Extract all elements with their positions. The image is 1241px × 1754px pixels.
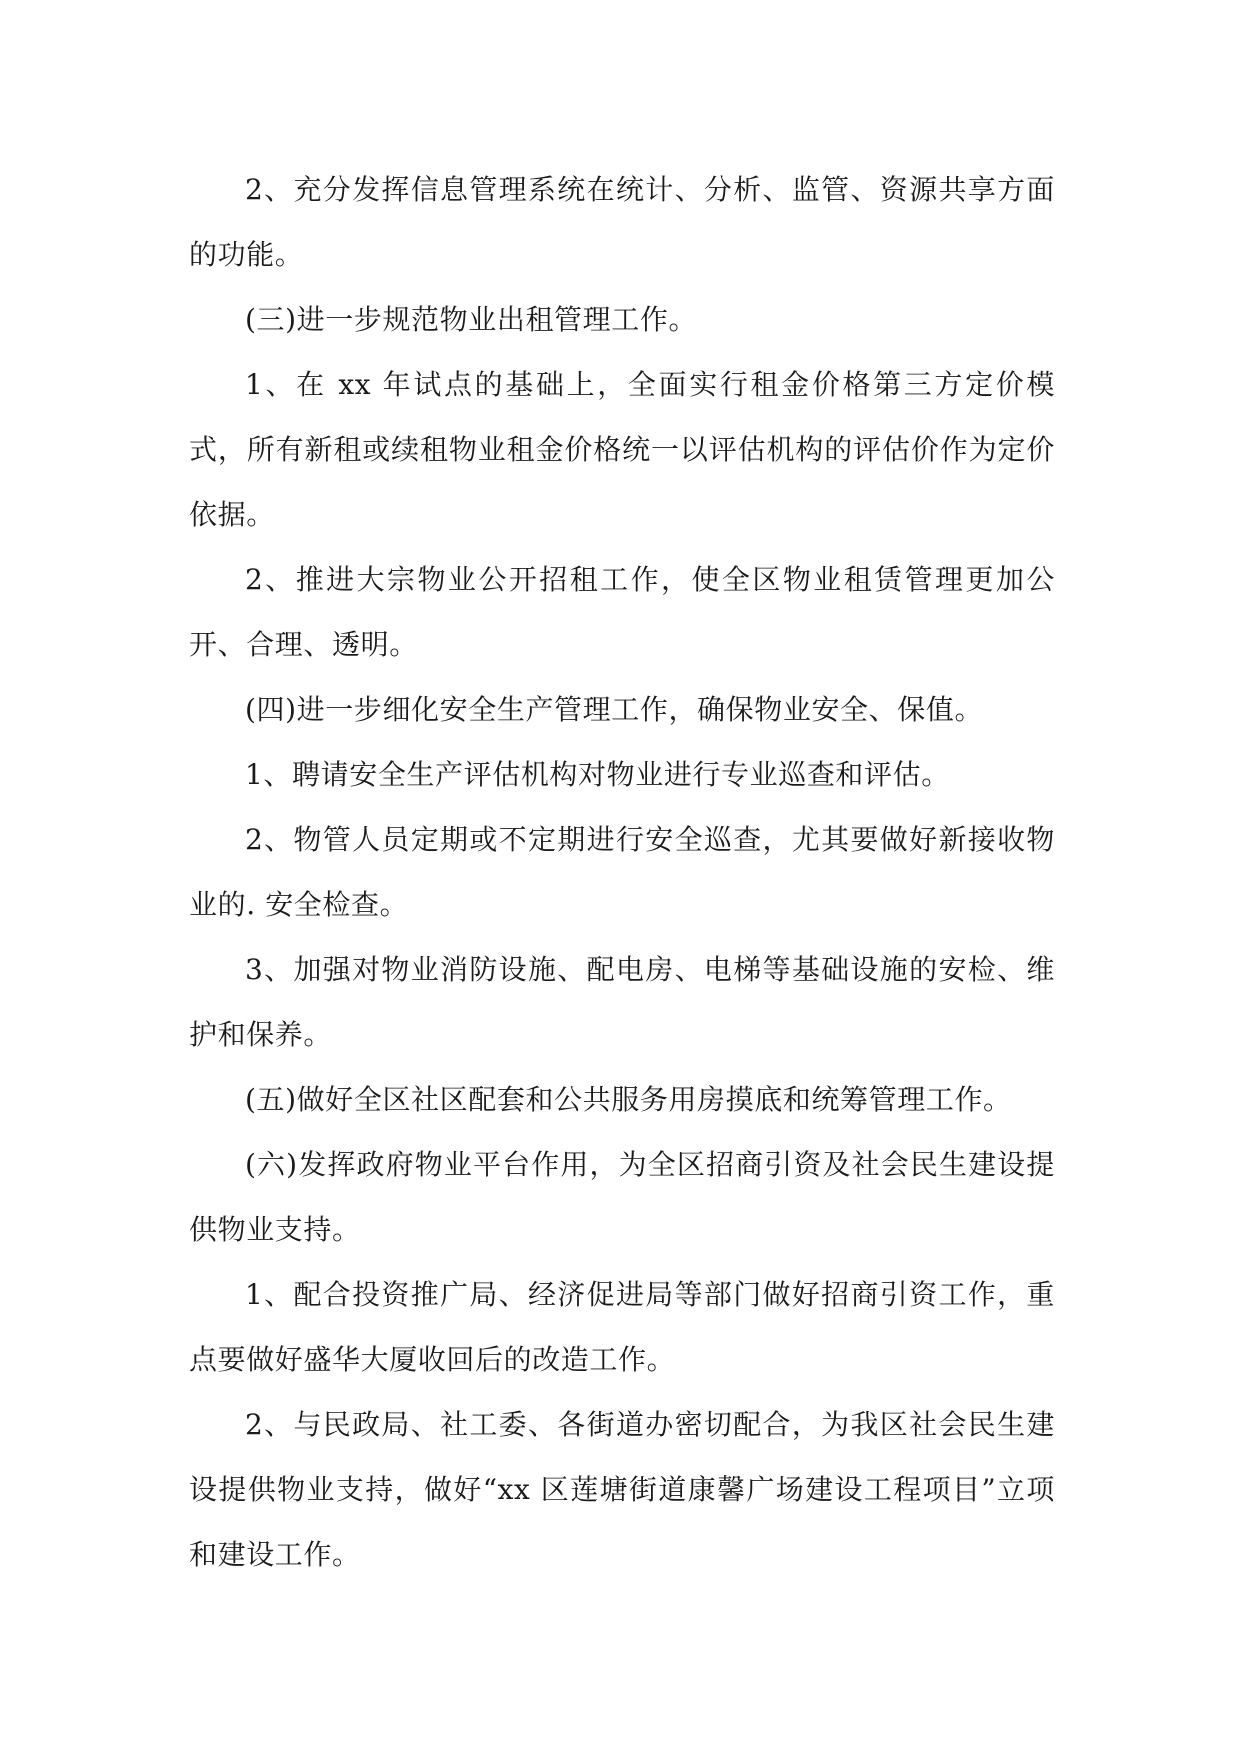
paragraph-item: 1、在 xx 年试点的基础上，全面实行租金价格第三方定价模式，所有新租或续租物业租金价格统一以评估机构的评估价作为定价依据。 [189,368,1055,531]
section-heading: (五)做好全区社区配套和公共服务用房摸底和统筹管理工作。 [245,1083,1012,1116]
paragraph-item: 2、与民政局、社工委、各街道办密切配合，为我区社会民生建设提供物业支持，做好“xx 区莲塘街道康馨广场建设工程项目”立项和建设工作。 [189,1408,1055,1571]
paragraph-item: 2、推进大宗物业公开招租工作，使全区物业租赁管理更加公开、合理、透明。 [189,563,1055,661]
paragraph-item: 2、物管人员定期或不定期进行安全巡查，尤其要做好新接收物业的. 安全检查。 [189,823,1055,921]
section-heading: (四)进一步细化安全生产管理工作，确保物业安全、保值。 [245,693,984,726]
paragraph-item: 3、加强对物业消防设施、配电房、电梯等基础设施的安检、维护和保养。 [189,953,1055,1051]
section-heading: (三)进一步规范物业出租管理工作。 [245,303,698,336]
paragraph-item: 1、配合投资推广局、经济促进局等部门做好招商引资工作，重点要做好盛华大厦收回后的改造工作。 [189,1278,1055,1376]
document-body [189,157,1055,1587]
paragraph-item: 1、聘请安全生产评估机构对物业进行专业巡查和评估。 [245,758,950,791]
section-heading: (六)发挥政府物业平台作用，为全区招商引资及社会民生建设提供物业支持。 [189,1148,1055,1246]
paragraph-item: 2、充分发挥信息管理系统在统计、分析、监管、资源共享方面的功能。 [189,173,1055,271]
